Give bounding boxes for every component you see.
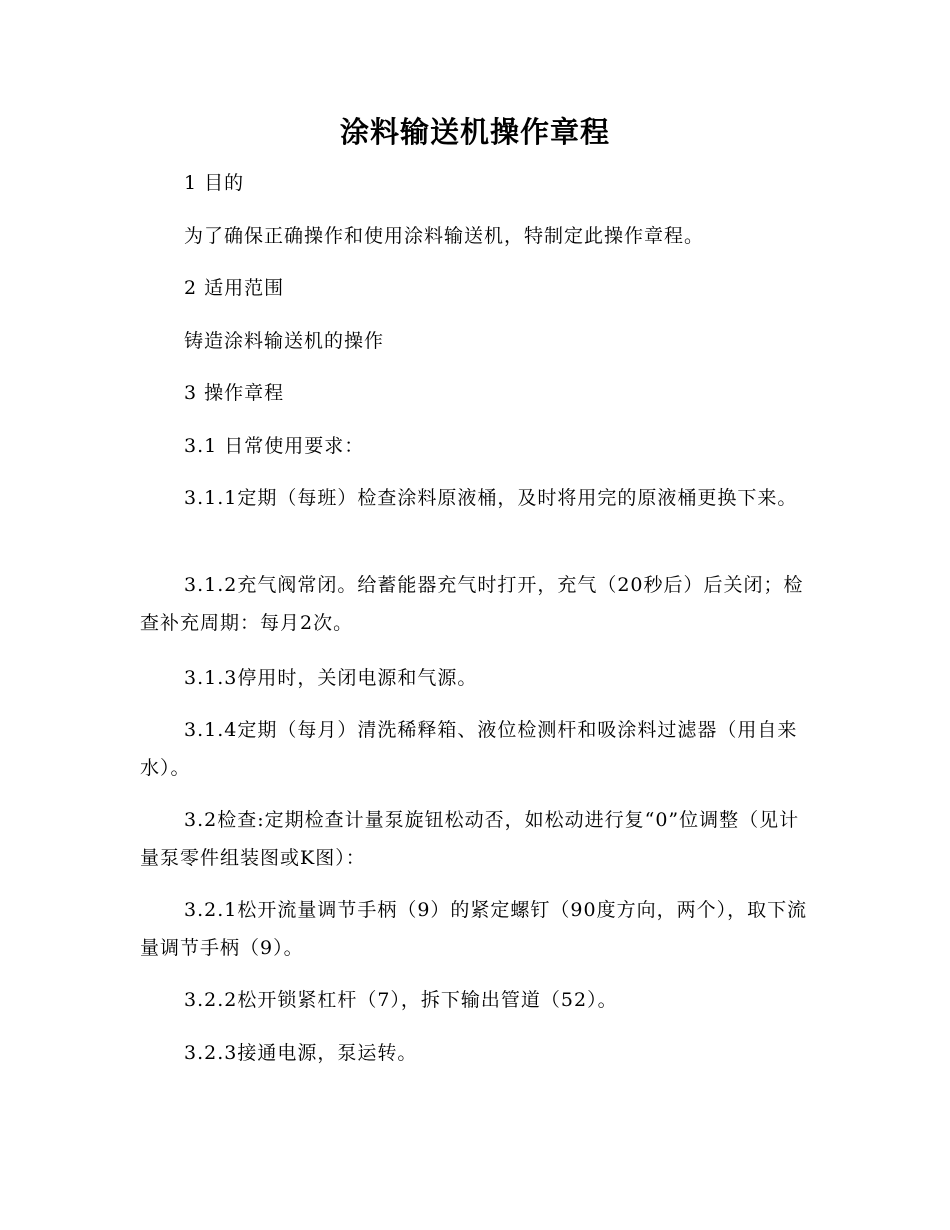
paragraph-3-1-2: 3.1.2充气阀常闭。给蓄能器充气时打开，充气（20秒后）后关闭；检查补充周期：每月2次。 [140, 574, 804, 634]
section-heading-scope: 2 适用范围 [184, 277, 285, 299]
section-heading-purpose: 1 目的 [184, 172, 245, 194]
paragraph-3-2: 3.2检查:定期检查计量泵旋钮松动否，如松动进行复“0”位调整（见计量泵零件组装图或K图）： [140, 809, 800, 869]
paragraph-3-2-1: 3.2.1松开流量调节手柄（9）的紧定螺钉（90度方向，两个），取下流量调节手柄（9）。 [140, 899, 808, 959]
paragraph-3-2-3: 3.2.3接通电源，泵运转。 [184, 1042, 418, 1064]
paragraph-3-2-2: 3.2.2松开锁紧杠杆（7），拆下输出管道（52）。 [184, 989, 618, 1011]
paragraph-purpose: 为了确保正确操作和使用涂料输送机，特制定此操作章程。 [184, 225, 705, 247]
subsection-heading-daily-use: 3.1 日常使用要求： [184, 435, 365, 457]
paragraph-scope: 铸造涂料输送机的操作 [184, 330, 385, 352]
paragraph-3-1-3: 3.1.3停用时，关闭电源和气源。 [184, 667, 478, 689]
paragraph-3-1-4: 3.1.4定期（每月）清洗稀释箱、液位检测杆和吸涂料过滤器（用自来水）。 [140, 719, 798, 779]
paragraph-3-1-1: 3.1.1定期（每班）检查涂料原液桶，及时将用完的原液桶更换下来。 [184, 487, 798, 509]
document-title: 涂料输送机操作章程 [339, 115, 610, 149]
section-heading-procedure: 3 操作章程 [184, 382, 285, 404]
